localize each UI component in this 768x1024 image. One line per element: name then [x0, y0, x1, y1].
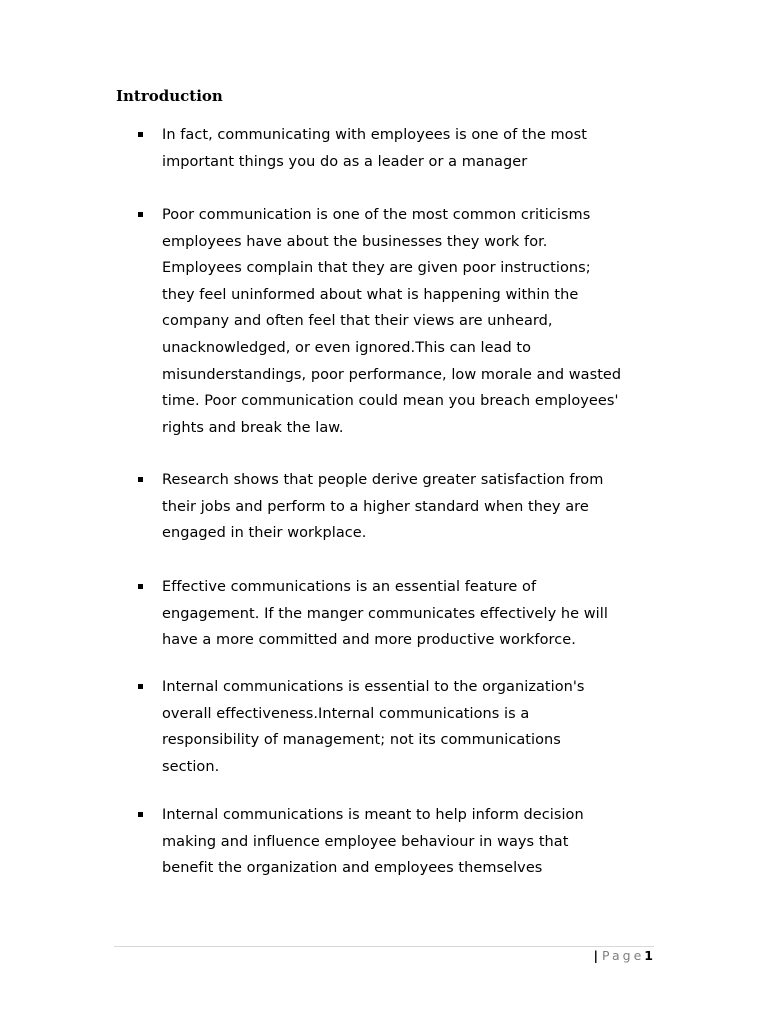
square-bullet-icon	[138, 477, 143, 482]
text-line: employees have about the businesses they work for.	[162, 233, 548, 250]
text-line: important things you do as a leader or a manager	[162, 153, 528, 170]
text-line: unacknowledged, or even ignored.This can lead to	[162, 339, 532, 356]
list-item	[138, 674, 658, 780]
text-line: engaged in their workplace.	[162, 525, 367, 542]
section-heading: Introduction	[116, 87, 223, 105]
text-line: Poor communication is one of the most common criticisms	[162, 207, 591, 223]
list-item	[138, 802, 658, 882]
text-line: they feel uninformed about what is happening within the	[162, 286, 579, 303]
list-item-text	[162, 202, 658, 441]
text-line: In fact, communicating with employees is one of the most	[162, 127, 587, 143]
text-line: engagement. If the manger communicates effectively he will	[162, 605, 608, 622]
list-item-text	[162, 574, 658, 654]
text-line: Effective communications is an essential feature of	[162, 579, 537, 595]
text-line: their jobs and perform to a higher standard when they are	[162, 498, 589, 515]
list-item	[138, 467, 658, 547]
text-line: Internal communications is essential to the organization's	[162, 679, 585, 695]
page-number-value: 1	[644, 948, 653, 963]
text-line: Internal communications is meant to help inform decision	[162, 807, 584, 823]
text-line: making and influence employee behaviour in ways that	[162, 833, 569, 850]
text-line: time. Poor communication could mean you breach employees'	[162, 393, 619, 410]
text-line: Employees complain that they are given poor instructions;	[162, 260, 591, 277]
list-item	[138, 202, 658, 441]
text-line: Research shows that people derive greater satisfaction from	[162, 472, 604, 488]
list-item	[138, 574, 658, 654]
square-bullet-icon	[138, 584, 143, 589]
footer-divider	[114, 946, 654, 947]
text-line: benefit the organization and employees themselves	[162, 860, 543, 877]
page-number	[593, 947, 653, 965]
square-bullet-icon	[138, 212, 143, 217]
page-label: Page	[602, 948, 645, 963]
square-bullet-icon	[138, 132, 143, 137]
square-bullet-icon	[138, 812, 143, 817]
list-item-text	[162, 802, 658, 882]
list-item-text	[162, 674, 658, 780]
text-line: overall effectiveness.Internal communications is a	[162, 705, 530, 722]
page-separator: |	[593, 948, 599, 963]
text-line: company and often feel that their views are unheard,	[162, 313, 553, 330]
text-line: rights and break the law.	[162, 419, 344, 436]
text-line: misunderstandings, poor performance, low morale and wasted	[162, 366, 622, 383]
list-item	[138, 122, 658, 175]
text-line: responsibility of management; not its communications	[162, 732, 561, 749]
square-bullet-icon	[138, 684, 143, 689]
text-line: section.	[162, 758, 220, 775]
list-item-text	[162, 122, 658, 175]
text-line: have a more committed and more productive workforce.	[162, 632, 576, 649]
list-item-text	[162, 467, 658, 547]
